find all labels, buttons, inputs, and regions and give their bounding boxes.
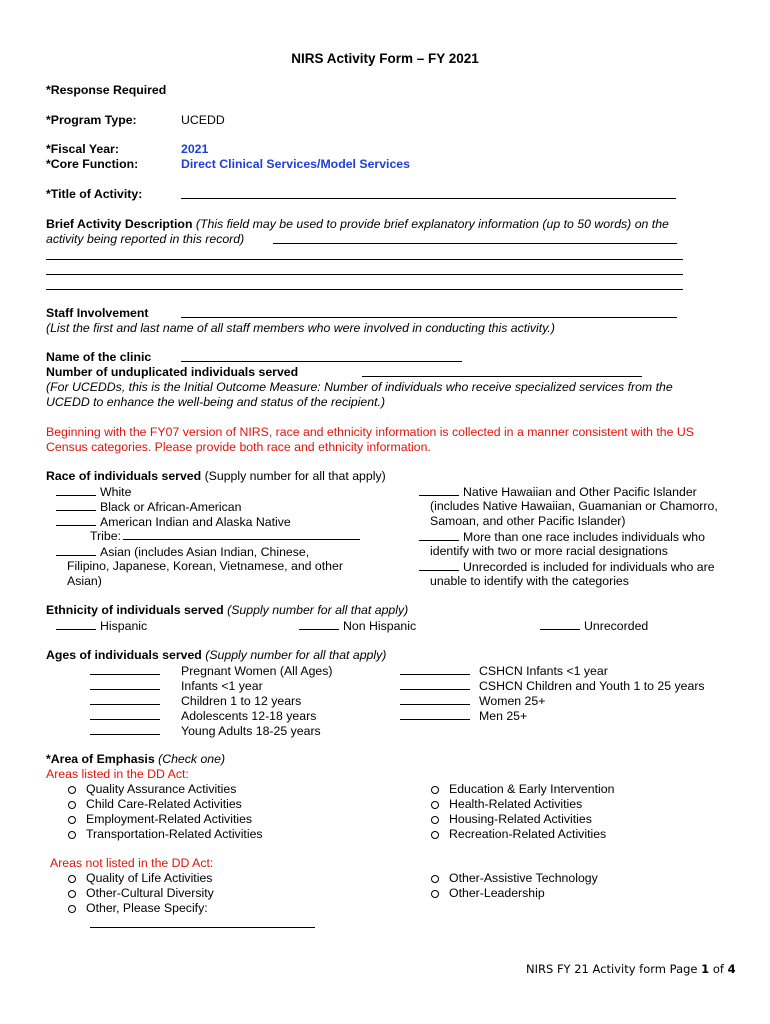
clinic-name-label: Name of the clinic: [46, 350, 152, 364]
race-nhpi-label-3: Samoan, and other Pacific Islander): [430, 514, 626, 528]
emphasis-option[interactable]: [431, 886, 545, 901]
footer-prefix: NIRS FY 21 Activity form Page: [526, 962, 702, 976]
brief-description-line-3[interactable]: [46, 279, 683, 290]
ethnicity-heading: [46, 603, 408, 618]
race-asian-label-2: Filipino, Japanese, Korean, Vietnamese, and other: [67, 559, 343, 573]
ages-right-label: Women 25+: [479, 694, 546, 708]
emphasis-option[interactable]: [431, 812, 592, 827]
ethnicity-hispanic-label: Hispanic: [100, 619, 148, 633]
ages-field[interactable]: [90, 678, 160, 690]
race-asian-label-3: Asian): [67, 574, 102, 588]
race-multi-label-2: identify with two or more racial designations: [430, 544, 668, 558]
emphasis-option[interactable]: [68, 901, 208, 916]
race-american-indian-label: American Indian and Alaska Native: [100, 515, 291, 529]
race-american-indian-field[interactable]: [56, 514, 96, 526]
emphasis-option[interactable]: [68, 782, 236, 797]
ages-left-label: Children 1 to 12 years: [181, 694, 302, 708]
clinic-name-field[interactable]: [181, 351, 462, 362]
emphasis-option-label: Quality Assurance Activities: [86, 782, 237, 796]
emphasis-option-label: Transportation-Related Activities: [86, 827, 263, 841]
emphasis-option[interactable]: [68, 827, 263, 842]
radio-icon[interactable]: [431, 816, 439, 824]
race-note: (Supply number for all that apply): [204, 469, 386, 483]
race-multi-row: [419, 529, 705, 545]
non-dd-act-label: Areas not listed in the DD Act:: [50, 856, 214, 870]
ages-heading: [46, 648, 386, 663]
ages-field[interactable]: [400, 663, 470, 675]
race-multi-label-1: More than one race includes individuals who: [463, 530, 705, 544]
emphasis-label: *Area of Emphasis: [46, 752, 155, 766]
emphasis-option[interactable]: [431, 827, 606, 842]
race-black-field[interactable]: [56, 499, 96, 511]
ages-row: [400, 693, 545, 709]
race-unrecorded-label-1: Unrecorded is included for individuals who are: [463, 560, 715, 574]
ethnicity-non-hispanic-row: [299, 618, 416, 634]
ages-row: [400, 708, 527, 724]
program-type-value[interactable]: UCEDD: [181, 113, 225, 127]
title-of-activity-field[interactable]: [181, 188, 676, 199]
ages-row: [90, 693, 301, 709]
race-asian-field[interactable]: [56, 544, 96, 556]
emphasis-option[interactable]: [431, 797, 582, 812]
race-tribe-label: Tribe:: [90, 529, 121, 543]
race-american-indian-row: [56, 514, 291, 530]
race-white-row: [56, 484, 131, 500]
fiscal-year-label: *Fiscal Year:: [46, 142, 119, 156]
emphasis-option-label: Other-Cultural Diversity: [86, 886, 214, 900]
race-notice-line-1: Beginning with the FY07 version of NIRS, race and ethnicity information is collected in a manner consistent with the US: [46, 425, 694, 439]
emphasis-option-label: Housing-Related Activities: [449, 812, 592, 826]
ages-right-label: CSHCN Infants <1 year: [479, 664, 608, 678]
radio-icon[interactable]: [68, 905, 76, 913]
emphasis-heading: [46, 752, 225, 767]
race-tribe-field[interactable]: [123, 529, 360, 540]
brief-description-line-1[interactable]: [46, 249, 683, 260]
ages-right-label: Men 25+: [479, 709, 528, 723]
race-nhpi-label-1: Native Hawaiian and Other Pacific Islander: [463, 485, 697, 499]
ages-field[interactable]: [90, 663, 160, 675]
ethnicity-note: (Supply number for all that apply): [227, 603, 409, 617]
race-multi-field[interactable]: [419, 529, 459, 541]
emphasis-option-label: Other-Leadership: [449, 886, 545, 900]
brief-description-label: Brief Activity Description: [46, 217, 193, 231]
ages-row: [400, 678, 705, 694]
emphasis-option-label: Other, Please Specify:: [86, 901, 208, 915]
race-unrecorded-row: [419, 559, 715, 575]
race-black-label: Black or African-American: [100, 500, 242, 514]
brief-description-note: (This field may be used to provide brief explanatory information (up to 50 words) on the: [195, 217, 669, 231]
radio-icon[interactable]: [68, 801, 76, 809]
unduplicated-field[interactable]: [362, 366, 642, 377]
race-asian-row: [56, 544, 309, 560]
brief-description-line-2[interactable]: [46, 264, 683, 275]
ethnicity-non-hispanic-field[interactable]: [299, 618, 339, 630]
ages-left-label: Adolescents 12-18 years: [181, 709, 317, 723]
radio-icon[interactable]: [431, 890, 439, 898]
page-footer: [526, 962, 736, 977]
brief-description-field[interactable]: [273, 233, 677, 244]
response-required-note: *Response Required: [46, 83, 167, 97]
ages-row: [90, 723, 321, 739]
emphasis-option-label: Other-Assistive Technology: [449, 871, 598, 885]
dd-act-label: Areas listed in the DD Act:: [46, 767, 189, 781]
ages-field[interactable]: [400, 708, 470, 720]
staff-involvement-field[interactable]: [181, 307, 677, 318]
staff-involvement-label: Staff Involvement: [46, 306, 149, 320]
race-heading: [46, 469, 386, 484]
ages-right-label: CSHCN Children and Youth 1 to 25 years: [479, 679, 705, 693]
radio-icon[interactable]: [68, 875, 76, 883]
ages-note: (Supply number for all that apply): [205, 648, 387, 662]
emphasis-option[interactable]: [68, 797, 242, 812]
emphasis-option[interactable]: [431, 782, 614, 797]
race-notice-line-2: Census categories. Please provide both race and ethnicity information.: [46, 440, 431, 454]
emphasis-option-label: Recreation-Related Activities: [449, 827, 607, 841]
radio-icon[interactable]: [431, 786, 439, 794]
ethnicity-unrecorded-field[interactable]: [540, 618, 580, 630]
footer-of: of: [709, 962, 728, 976]
emphasis-option-label: Child Care-Related Activities: [86, 797, 242, 811]
ages-row: [90, 678, 263, 694]
ages-field[interactable]: [90, 723, 160, 735]
ethnicity-hispanic-row: [56, 618, 147, 634]
ages-field[interactable]: [90, 708, 160, 720]
race-nhpi-label-2: (includes Native Hawaiian, Guamanian or Chamorro,: [430, 499, 718, 513]
ethnicity-unrecorded-row: [540, 618, 648, 634]
program-type-label: *Program Type:: [46, 113, 137, 127]
race-unrecorded-field[interactable]: [419, 559, 459, 571]
radio-icon[interactable]: [431, 801, 439, 809]
radio-icon[interactable]: [431, 831, 439, 839]
staff-involvement-note: (List the first and last name of all staff members who were involved in conducting this activity.): [46, 321, 555, 335]
ages-row: [90, 663, 333, 679]
race-black-row: [56, 499, 241, 515]
race-asian-label-1: Asian (includes Asian Indian, Chinese,: [100, 545, 310, 559]
ages-field[interactable]: [400, 693, 470, 705]
race-white-label: White: [100, 485, 132, 499]
race-unrecorded-label-2: unable to identify with the categories: [430, 574, 629, 588]
brief-description-note-2: activity being reported in this record): [46, 232, 245, 246]
emphasis-option[interactable]: [68, 812, 252, 827]
brief-description-heading: [46, 217, 669, 232]
radio-icon[interactable]: [68, 831, 76, 839]
emphasis-option[interactable]: [68, 886, 214, 901]
ages-field[interactable]: [90, 693, 160, 705]
core-function-label: *Core Function:: [46, 157, 139, 171]
race-label: Race of individuals served: [46, 469, 202, 483]
emphasis-option-label: Quality of Life Activities: [86, 871, 213, 885]
other-specify-field[interactable]: [90, 917, 315, 928]
unduplicated-label: Number of unduplicated individuals served: [46, 365, 299, 379]
core-function-value[interactable]: Direct Clinical Services/Model Services: [181, 157, 410, 171]
ages-left-label: Infants <1 year: [181, 679, 263, 693]
ethnicity-unrecorded-label: Unrecorded: [584, 619, 649, 633]
radio-icon[interactable]: [68, 816, 76, 824]
footer-page-number: 1: [701, 962, 710, 976]
ages-field[interactable]: [400, 678, 470, 690]
ethnicity-hispanic-field[interactable]: [56, 618, 96, 630]
emphasis-option[interactable]: [68, 871, 212, 886]
emphasis-note: (Check one): [158, 752, 226, 766]
emphasis-option-label: Education & Early Intervention: [449, 782, 615, 796]
emphasis-option-label: Employment-Related Activities: [86, 812, 253, 826]
ages-left-label: Young Adults 18-25 years: [181, 724, 321, 738]
unduplicated-note-2: UCEDD to enhance the well-being and status of the recipient.): [46, 395, 386, 409]
footer-page-total: 4: [727, 962, 736, 976]
ages-row: [90, 708, 316, 724]
radio-icon[interactable]: [431, 875, 439, 883]
ages-label: Ages of individuals served: [46, 648, 202, 662]
race-white-field[interactable]: [56, 484, 96, 496]
ages-row: [400, 663, 608, 679]
unduplicated-note-1: (For UCEDDs, this is the Initial Outcome Measure: Number of individuals who receive specialized services from the: [46, 380, 673, 394]
fiscal-year-value[interactable]: 2021: [181, 142, 209, 156]
ethnicity-non-hispanic-label: Non Hispanic: [343, 619, 417, 633]
title-of-activity-label: *Title of Activity:: [46, 187, 143, 201]
race-tribe-row: [90, 529, 360, 544]
radio-icon[interactable]: [68, 890, 76, 898]
page-title: NIRS Activity Form – FY 2021: [291, 51, 479, 66]
radio-icon[interactable]: [68, 786, 76, 794]
race-nhpi-row: [419, 484, 697, 500]
emphasis-option[interactable]: [431, 871, 598, 886]
emphasis-option-label: Health-Related Activities: [449, 797, 583, 811]
ethnicity-label: Ethnicity of individuals served: [46, 603, 224, 617]
race-nhpi-field[interactable]: [419, 484, 459, 496]
ages-left-label: Pregnant Women (All Ages): [181, 664, 333, 678]
